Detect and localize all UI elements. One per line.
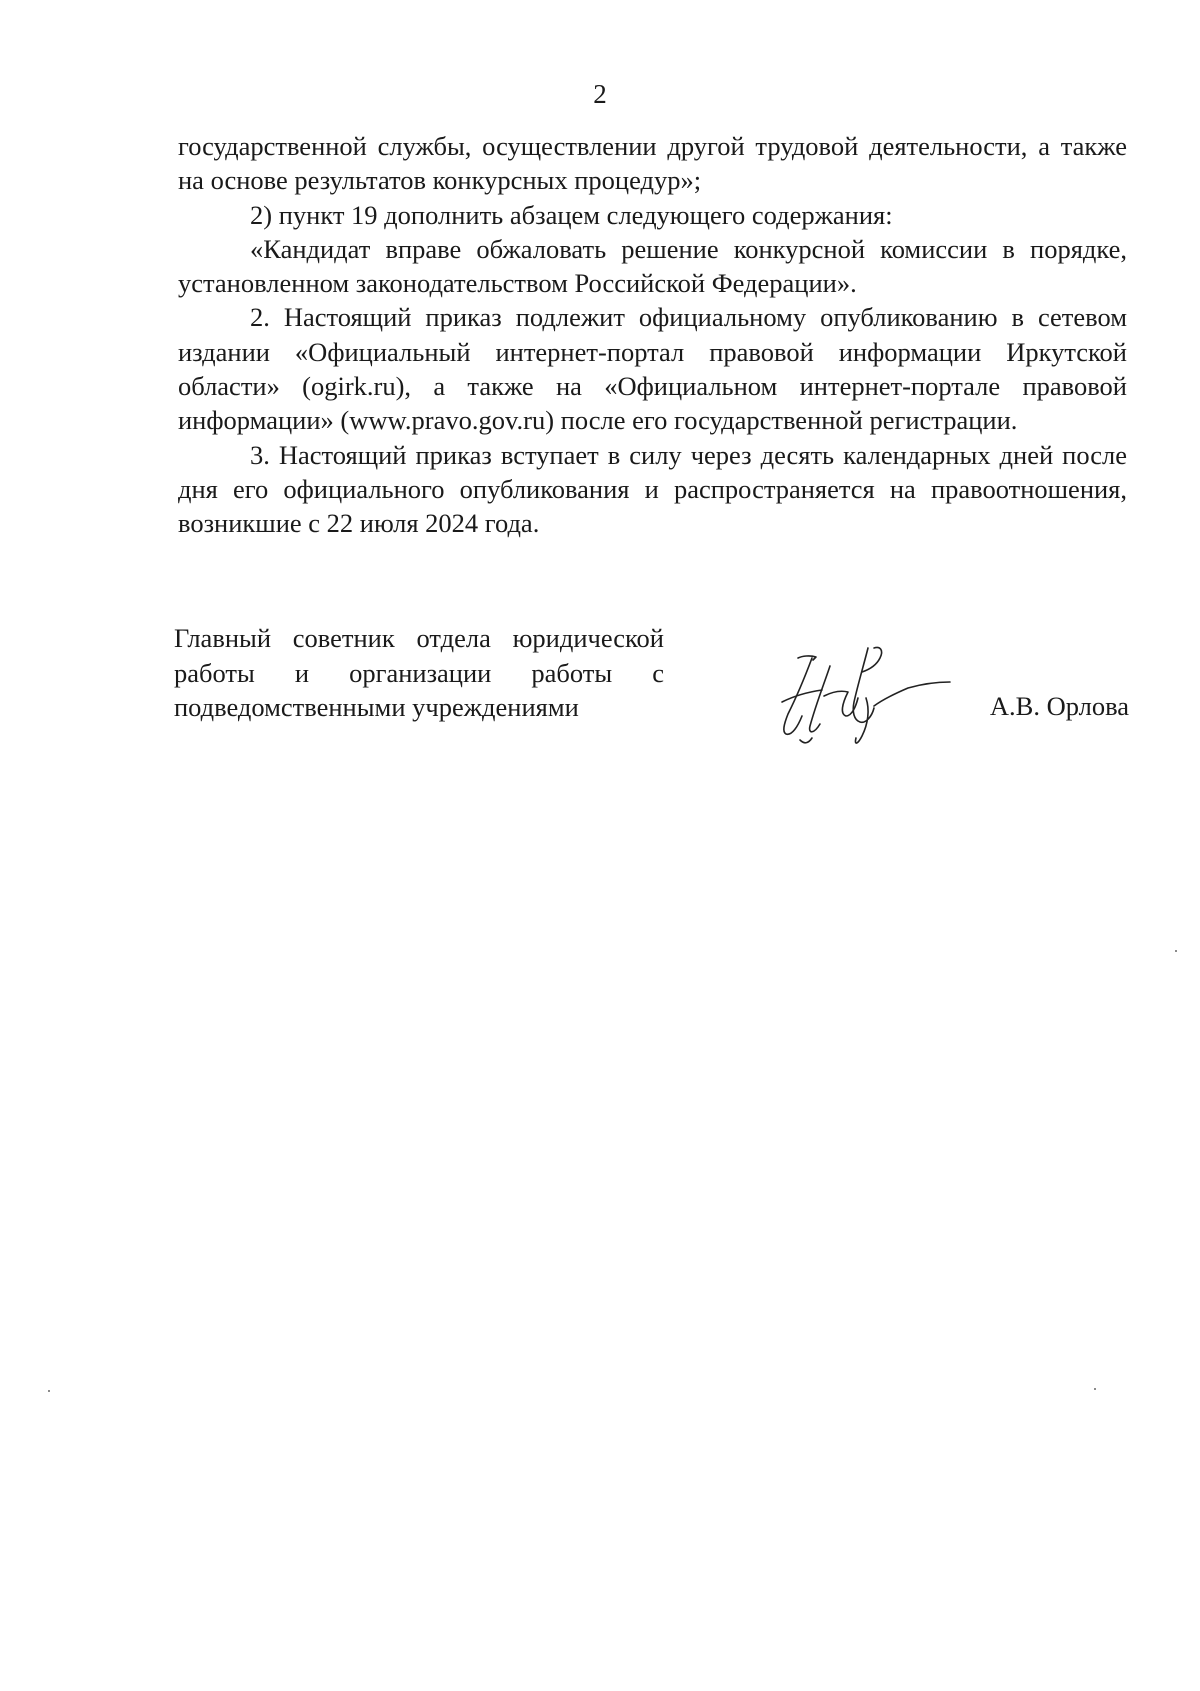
signer-name: А.В. Орлова [989, 691, 1129, 721]
paragraph-item-2: 2) пункт 19 дополнить абзацем следующего содержания: [250, 199, 893, 230]
paragraph-quote: «Кандидат вправе обжаловать решение конкурсной комиссии в порядке, установленном законодательством Российской Федерации». [178, 233, 1127, 299]
scan-speck [1175, 950, 1177, 952]
paragraph-effective-date: 3. Настоящий приказ вступает в силу через десять календарных дней после дня его официального опубликования и распространяется на правоотношения, возникшие с 22 июля 2024 года. [178, 439, 1127, 539]
scan-speck [1094, 1388, 1096, 1390]
document-body [178, 129, 1127, 541]
handwritten-signature [770, 644, 970, 754]
signer-position-title: Главный советник отдела юридической работы и организации работы с подведомственными учреждениями [174, 623, 664, 722]
scan-speck [48, 1390, 50, 1392]
paragraph-publication: 2. Настоящий приказ подлежит официальному опубликованию в сетевом издании «Официальный интернет-портал правовой информации Иркутской области» (ogirk.ru), а также на «Официальном интернет-портале правовой информации» (www.pravo.gov.ru) после его государственной регистрации. [178, 302, 1127, 436]
page-number: 2 [593, 79, 607, 109]
paragraph-continuation: государственной службы, осуществлении другой трудовой деятельности, а также на основе результатов конкурсных процедур»; [178, 131, 1127, 196]
